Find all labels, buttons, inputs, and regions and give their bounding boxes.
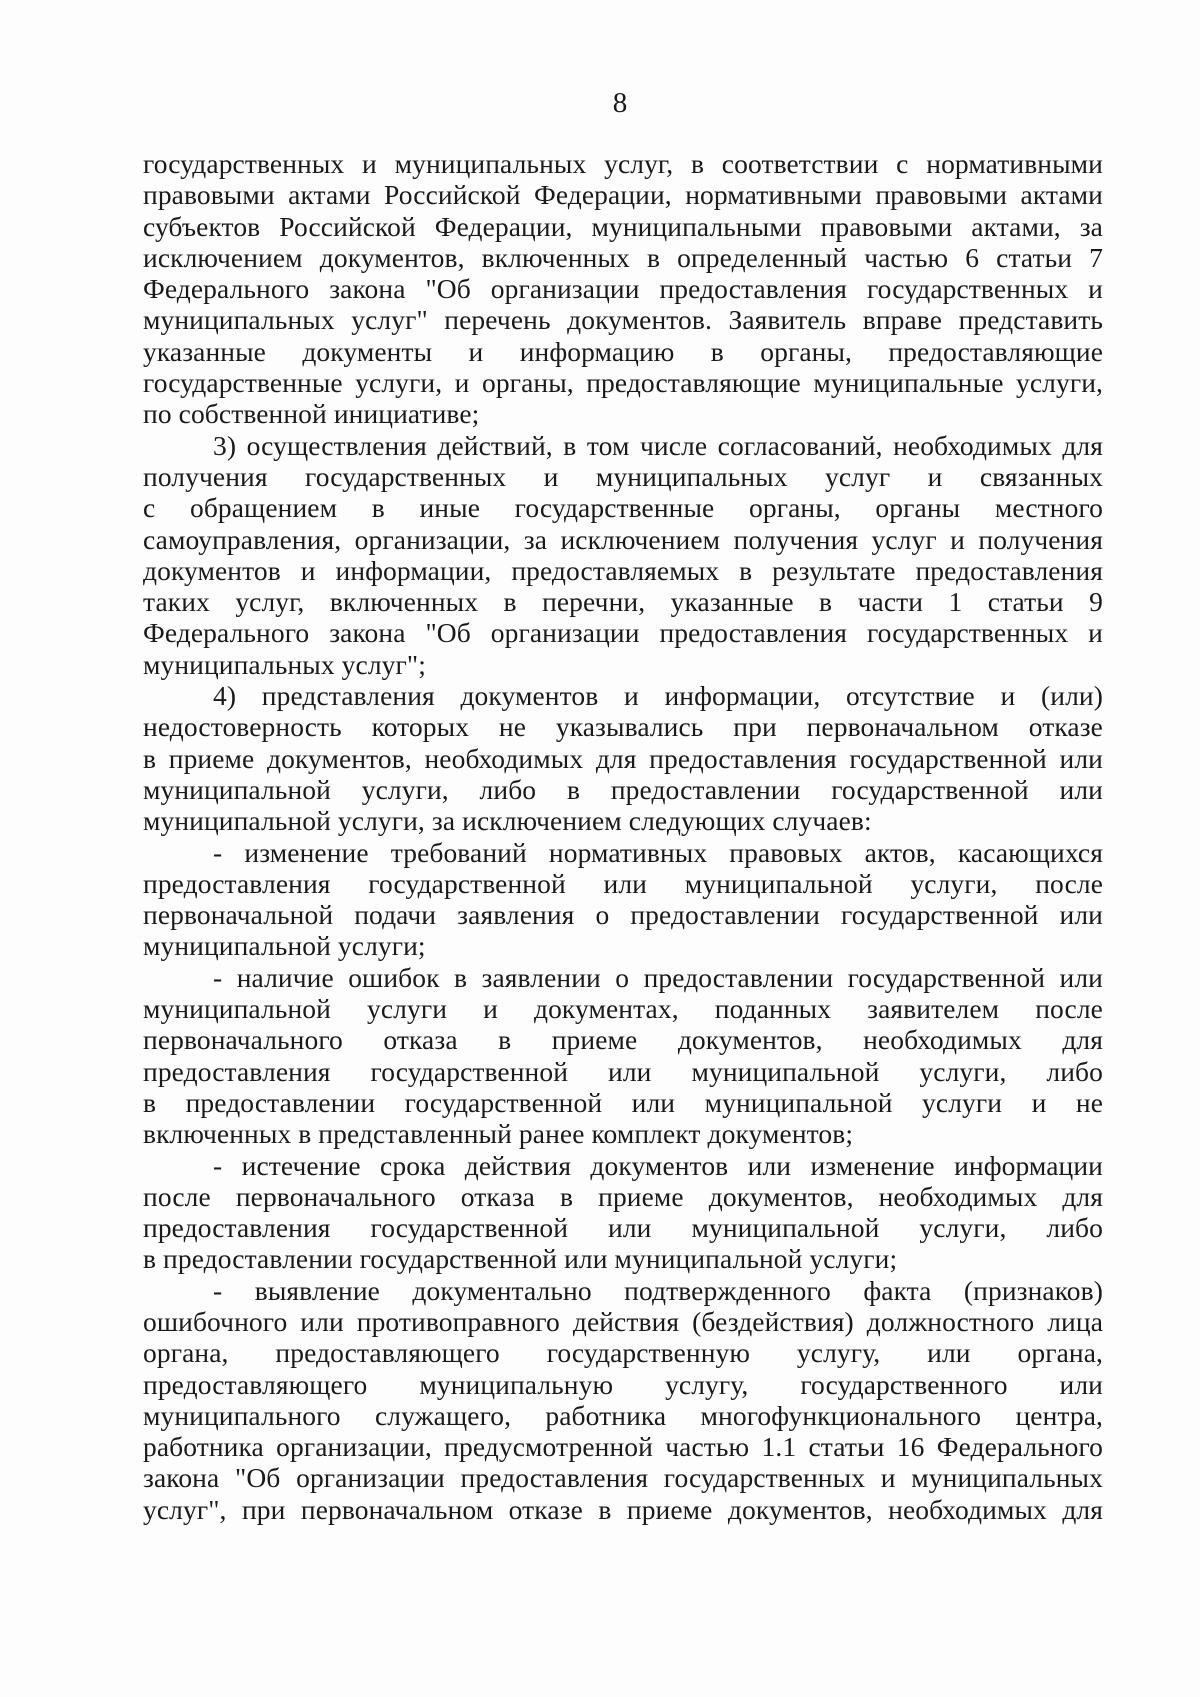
page-number: 8 [612, 87, 628, 119]
text-line: муниципальной услуги, за исключением следующих случаев: [143, 805, 872, 837]
text-line: - изменение требований нормативных правовых актов, касающихся [213, 836, 1103, 868]
text-line: предоставления государственной или муниципальной услуги, либо [143, 1212, 1103, 1244]
text-line: в приеме документов, необходимых для предоставления государственной или [143, 742, 1103, 774]
text-line: Федерального закона "Об организации предоставления государственных и [143, 273, 1103, 305]
text-line: первоначальной подачи заявления о предоставлении государственной или [143, 899, 1103, 931]
text-line: указанные документы и информацию в органы, предоставляющие [143, 335, 1103, 367]
text-line: включенных в представленный ранее комплект документов; [143, 1118, 854, 1150]
text-line: недостоверность которых не указывались при первоначальном отказе [143, 711, 1103, 743]
text-line: в предоставлении государственной или муниципальной услуги; [143, 1243, 898, 1275]
document-body [143, 148, 1103, 1525]
text-line: 4) представления документов и информации, отсутствие и (или) [213, 680, 1103, 712]
text-line: муниципальных услуг"; [143, 648, 426, 680]
text-line: получения государственных и муниципальных услуг и связанных [143, 460, 1103, 492]
text-line: предоставляющего муниципальную услугу, государственного или [143, 1368, 1103, 1400]
text-line: по собственной инициативе; [143, 398, 480, 430]
text-line: муниципального служащего, работника многофункционального центра, [143, 1399, 1103, 1431]
text-line: государственных и муниципальных услуг, в соответствии с нормативными [143, 148, 1103, 179]
text-line: первоначального отказа в приеме документов, необходимых для [143, 1024, 1103, 1056]
text-line: - наличие ошибок в заявлении о предоставлении государственной или [213, 961, 1103, 993]
text-line: закона "Об организации предоставления государственных и муниципальных [143, 1462, 1103, 1494]
text-line: таких услуг, включенных в перечни, указанные в части 1 статьи 9 [143, 586, 1103, 618]
text-line: государственные услуги, и органы, предоставляющие муниципальные услуги, [143, 367, 1103, 399]
text-line: муниципальной услуги, либо в предоставлении государственной или [143, 773, 1103, 805]
text-line: муниципальной услуги и документах, поданных заявителем после [143, 993, 1103, 1025]
text-line: после первоначального отказа в приеме документов, необходимых для [143, 1180, 1103, 1212]
text-line: исключением документов, включенных в определенный частью 6 статьи 7 [143, 241, 1103, 273]
text-line: Федерального закона "Об организации предоставления государственных и [143, 617, 1103, 649]
text-line: - выявление документально подтвержденного факта (признаков) [213, 1274, 1103, 1306]
text-line: ошибочного или противоправного действия (бездействия) должностного лица [143, 1305, 1103, 1337]
text-line: предоставления государственной или муниципальной услуги, либо [143, 1055, 1103, 1087]
text-line: субъектов Российской Федерации, муниципальными правовыми актами, за [143, 210, 1103, 242]
text-line: документов и информации, предоставляемых в результате предоставления [143, 554, 1103, 586]
text-line: муниципальной услуги; [143, 930, 426, 962]
text-line: правовыми актами Российской Федерации, нормативными правовыми актами [143, 179, 1103, 211]
text-line: в предоставлении государственной или муниципальной услуги и не [143, 1086, 1103, 1118]
text-line: 3) осуществления действий, в том числе согласований, необходимых для [213, 429, 1103, 461]
text-line: органа, предоставляющего государственную услугу, или органа, [143, 1337, 1103, 1369]
text-line: самоуправления, организации, за исключением получения услуг и получения [143, 523, 1103, 555]
text-line: предоставления государственной или муниципальной услуги, после [143, 867, 1103, 899]
text-line: - истечение срока действия документов или изменение информации [213, 1149, 1103, 1181]
text-line: услуг", при первоначальном отказе в приеме документов, необходимых для [143, 1493, 1103, 1525]
text-line: муниципальных услуг" перечень документов. Заявитель вправе представить [143, 304, 1103, 336]
text-line: с обращением в иные государственные органы, органы местного [143, 492, 1103, 524]
text-line: работника организации, предусмотренной частью 1.1 статьи 16 Федерального [143, 1431, 1103, 1463]
